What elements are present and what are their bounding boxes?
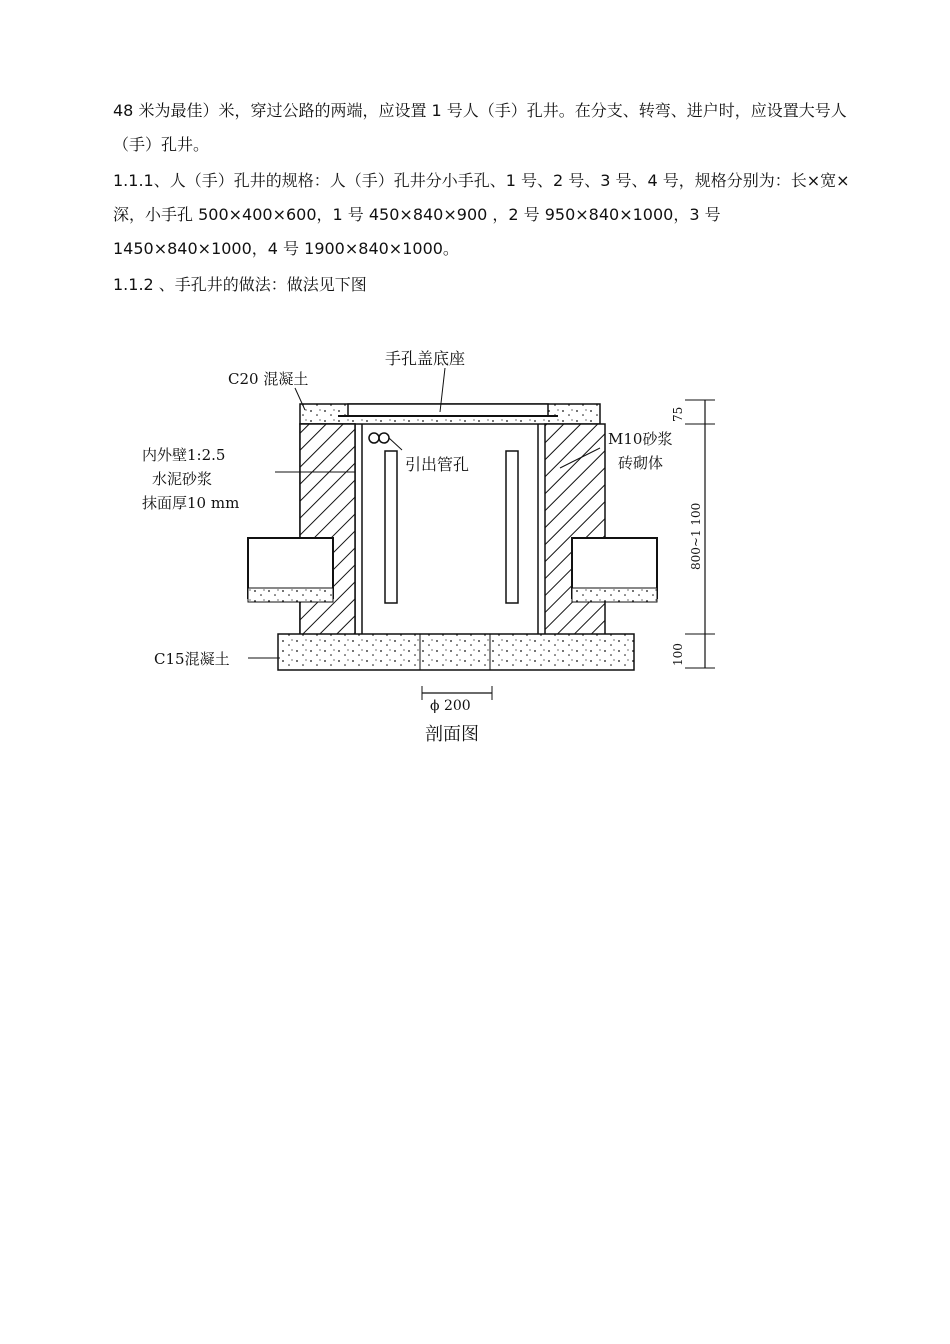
label-m10-2: 砖砌体 <box>618 454 664 472</box>
figure-caption: 剖面图 <box>425 724 479 745</box>
c15-base <box>278 634 634 670</box>
label-m10-1: M10砂浆 <box>608 430 673 448</box>
dim-75: 75 <box>671 406 685 422</box>
left-rail <box>385 451 397 603</box>
label-c20: C20 混凝土 <box>228 370 309 388</box>
section-drawing <box>140 338 740 758</box>
handhole-section-figure <box>140 338 740 758</box>
label-wall-1: 内外壁1:2.5 <box>142 446 226 464</box>
paragraph-2: 1.1.1、人（手）孔井的规格：人（手）孔井分小手孔、1 号、2 号、3 号、4 号，规格分别为：长×宽×深，小手孔 500×400×600，1 号 450×840×900 ，2 号 950×840×1000，3 号 1450×840×1000，4 号 1900×840×1000。 <box>113 171 850 258</box>
dim-phi: ϕ 200 <box>430 698 471 714</box>
label-c15: C15混凝土 <box>154 650 230 668</box>
paragraph-3: 1.1.2 、手孔井的做法：做法见下图 <box>113 275 367 294</box>
label-wall-3: 抹面厚10 mm <box>142 494 240 512</box>
right-brick-wall <box>545 424 605 638</box>
label-pipe-hole: 引出管孔 <box>405 455 470 474</box>
dim-100: 100 <box>671 643 685 666</box>
label-cover-base: 手孔盖底座 <box>385 349 466 368</box>
label-wall-2: 水泥砂浆 <box>152 470 213 488</box>
cover-seat <box>348 404 548 416</box>
right-rail <box>506 451 518 603</box>
dim-depth: 800~1 100 <box>689 502 703 570</box>
paragraph-1: 48 米为最佳）米，穿过公路的两端，应设置 1 号人（手）孔井。在分支、转弯、进户时，应设置大号人（手）孔井。 <box>113 101 847 154</box>
pipe-hole-icon <box>369 433 379 443</box>
